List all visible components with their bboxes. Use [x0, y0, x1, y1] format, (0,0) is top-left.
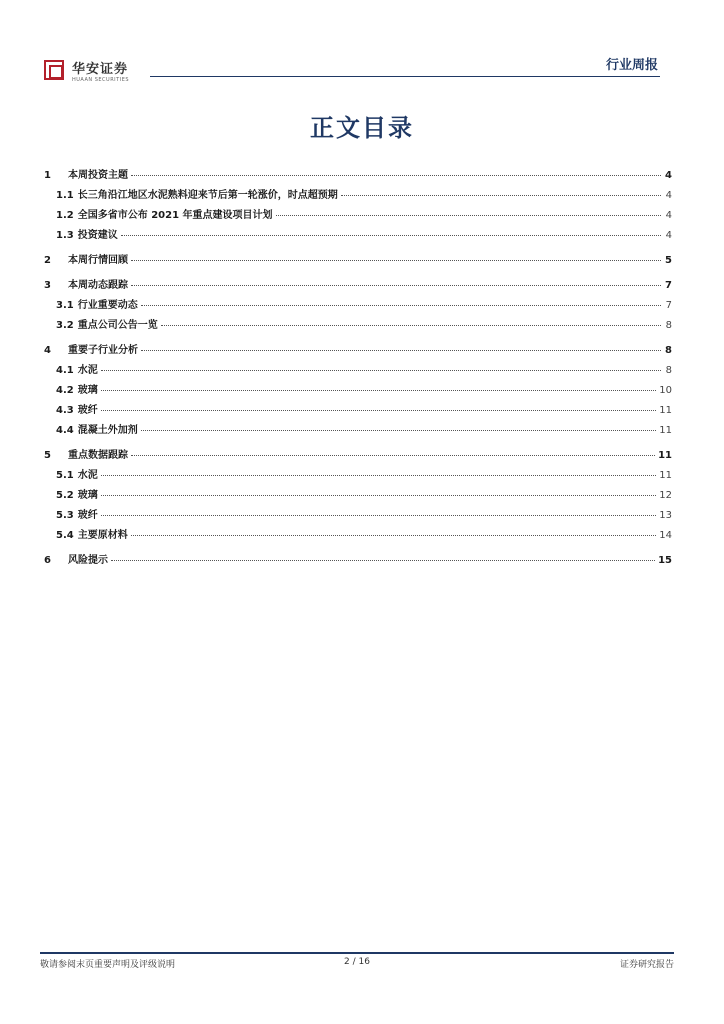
toc-entry-number: 1.3	[56, 230, 74, 241]
toc-entry-number: 5.4	[56, 530, 74, 541]
toc-entry-number: 6	[44, 555, 51, 566]
toc-entry-number: 4.1	[56, 365, 74, 376]
toc-entry-label: 玻纤	[77, 405, 98, 416]
toc-entry[interactable]	[44, 316, 672, 336]
toc-dot-leader	[276, 215, 661, 216]
toc-dot-leader	[341, 195, 661, 196]
toc-dot-leader	[161, 325, 661, 326]
toc-entry-number: 3.2	[56, 320, 74, 331]
toc-entry-number: 5.2	[56, 490, 74, 501]
toc-dot-leader	[131, 175, 661, 176]
toc-entry-page: 12	[659, 490, 672, 501]
toc-entry-number: 4.4	[56, 425, 74, 436]
toc-entry-label: 行业重要动态	[77, 300, 138, 311]
toc-dot-leader	[131, 285, 661, 286]
toc-entry-label: 全国多省市公布 2021 年重点建设项目计划	[77, 210, 273, 221]
toc-dot-leader	[101, 475, 657, 476]
logo-subtitle: HUAAN SECURITIES	[72, 77, 130, 83]
toc-entry[interactable]	[44, 186, 672, 206]
toc-entry-page: 8	[665, 320, 672, 331]
toc-entry[interactable]	[44, 166, 672, 186]
toc-entry-label: 主要原材料	[77, 530, 128, 541]
toc-entry[interactable]	[44, 381, 672, 401]
toc-dot-leader	[141, 305, 661, 306]
page-title: 正文目录	[310, 114, 414, 142]
footer-divider	[40, 952, 674, 954]
toc-entry-number: 1.2	[56, 210, 74, 221]
toc-entry-label: 重点公司公告一览	[77, 320, 158, 331]
toc-entry[interactable]	[44, 446, 672, 466]
toc-entry-label: 长三角沿江地区水泥熟料迎来节后第一轮涨价，时点超预期	[77, 190, 338, 201]
toc-dot-leader	[141, 350, 661, 351]
toc-entry-page: 4	[665, 230, 672, 241]
toc-entry[interactable]	[44, 361, 672, 381]
toc-entry-label: 重要子行业分析	[68, 345, 138, 356]
toc-entry-page: 11	[659, 425, 672, 436]
toc-entry-page: 8	[665, 365, 672, 376]
toc-entry-page: 4	[665, 210, 672, 221]
toc-entry-number: 4.2	[56, 385, 74, 396]
toc-entry-label: 投资建议	[77, 230, 118, 241]
logo-name: 华安证券	[72, 62, 129, 77]
table-of-contents	[44, 166, 672, 571]
toc-entry-label: 本周行情回顾	[68, 255, 128, 266]
toc-entry-page: 7	[665, 280, 672, 291]
toc-dot-leader	[131, 535, 657, 536]
toc-entry-label: 玻纤	[77, 510, 98, 521]
toc-entry-page: 4	[665, 170, 672, 181]
toc-dot-leader	[121, 235, 661, 236]
toc-entry-number: 3	[44, 280, 51, 291]
toc-dot-leader	[101, 390, 657, 391]
page-indicator: 2 / 16	[344, 957, 370, 967]
toc-entry-number: 3.1	[56, 300, 74, 311]
toc-entry-number: 4.3	[56, 405, 74, 416]
toc-entry[interactable]	[44, 341, 672, 361]
toc-entry-page: 5	[665, 255, 672, 266]
toc-entry[interactable]	[44, 296, 672, 316]
header-divider	[150, 76, 660, 77]
toc-entry-number: 1.1	[56, 190, 74, 201]
toc-entry-page: 4	[665, 190, 672, 201]
toc-entry[interactable]	[44, 276, 672, 296]
page-footer	[40, 957, 674, 973]
toc-entry-page: 11	[659, 470, 672, 481]
toc-entry-number: 2	[44, 255, 51, 266]
toc-entry-page: 10	[659, 385, 672, 396]
toc-entry-label: 风险提示	[68, 555, 108, 566]
footer-doc-type: 证券研究报告	[619, 960, 674, 970]
toc-entry-label: 重点数据跟踪	[68, 450, 128, 461]
toc-dot-leader	[101, 515, 657, 516]
toc-entry[interactable]	[44, 421, 672, 441]
toc-entry[interactable]	[44, 401, 672, 421]
toc-entry-label: 本周动态跟踪	[68, 280, 128, 291]
toc-entry-label: 本周投资主题	[68, 170, 128, 181]
toc-entry-number: 5.3	[56, 510, 74, 521]
toc-entry-page: 14	[659, 530, 672, 541]
toc-entry[interactable]	[44, 466, 672, 486]
logo-seal-icon	[44, 60, 64, 80]
toc-entry[interactable]	[44, 526, 672, 546]
toc-entry-number: 4	[44, 345, 51, 356]
toc-dot-leader	[111, 560, 655, 561]
toc-dot-leader	[131, 455, 655, 456]
page-header	[44, 52, 680, 92]
toc-dot-leader	[101, 495, 657, 496]
toc-entry[interactable]	[44, 551, 672, 571]
toc-dot-leader	[101, 410, 657, 411]
toc-dot-leader	[141, 430, 657, 431]
toc-entry-page: 13	[659, 510, 672, 521]
toc-entry[interactable]	[44, 206, 672, 226]
toc-entry[interactable]	[44, 506, 672, 526]
toc-entry-number: 5.1	[56, 470, 74, 481]
toc-entry[interactable]	[44, 251, 672, 271]
toc-entry-label: 水泥	[77, 470, 98, 481]
toc-entry-page: 8	[665, 345, 672, 356]
toc-entry-page: 11	[659, 405, 672, 416]
report-type: 行业周报	[605, 58, 658, 73]
company-logo	[44, 60, 194, 90]
toc-entry-page: 7	[665, 300, 672, 311]
toc-entry-label: 玻璃	[77, 385, 98, 396]
toc-entry-label: 玻璃	[77, 490, 98, 501]
toc-entry[interactable]	[44, 226, 672, 246]
toc-entry-page: 15	[658, 555, 672, 566]
footer-disclaimer: 敬请参阅末页重要声明及评级说明	[40, 960, 176, 970]
toc-dot-leader	[101, 370, 661, 371]
toc-entry-label: 水泥	[77, 365, 98, 376]
toc-entry-page: 11	[658, 450, 672, 461]
toc-dot-leader	[131, 260, 661, 261]
toc-entry-number: 1	[44, 170, 51, 181]
toc-entry[interactable]	[44, 486, 672, 506]
toc-entry-label: 混凝土外加剂	[77, 425, 138, 436]
toc-entry-number: 5	[44, 450, 51, 461]
